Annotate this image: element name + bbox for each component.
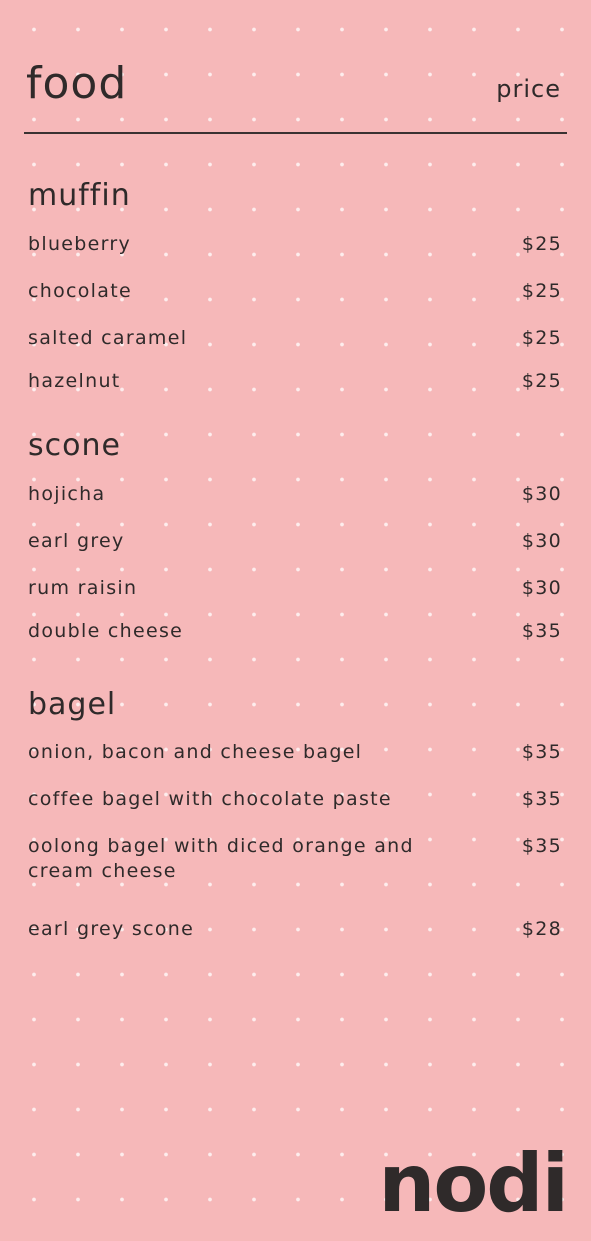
item-name: blueberry bbox=[28, 233, 132, 255]
menu-item bbox=[28, 482, 562, 507]
item-price: $35 bbox=[521, 741, 562, 763]
menu-item bbox=[28, 326, 562, 351]
item-name: coffee bagel with chocolate paste bbox=[28, 788, 392, 810]
item-name: salted caramel bbox=[28, 327, 188, 349]
menu-item bbox=[28, 917, 562, 942]
price-column-header: price bbox=[496, 75, 561, 103]
menu-item bbox=[28, 529, 562, 554]
item-name: earl grey scone bbox=[28, 918, 195, 940]
menu-item bbox=[28, 787, 562, 812]
menu-title: food bbox=[26, 58, 128, 109]
item-price: $25 bbox=[521, 327, 562, 349]
item-price: $25 bbox=[521, 233, 562, 255]
item-price: $30 bbox=[521, 577, 562, 599]
section-heading-bagel: bagel bbox=[28, 687, 117, 722]
item-name: onion, bacon and cheese bagel bbox=[28, 741, 363, 763]
item-name: double cheese bbox=[28, 620, 184, 642]
item-price: $35 bbox=[521, 788, 562, 810]
menu-item bbox=[28, 576, 562, 601]
menu-item bbox=[28, 369, 562, 394]
header-divider bbox=[24, 132, 567, 134]
item-name: earl grey bbox=[28, 530, 125, 552]
menu-item bbox=[28, 834, 562, 884]
item-price: $25 bbox=[521, 280, 562, 302]
item-name: hojicha bbox=[28, 483, 106, 505]
item-price: $30 bbox=[521, 483, 562, 505]
section-heading-scone: scone bbox=[28, 428, 121, 463]
item-price: $30 bbox=[521, 530, 562, 552]
menu-item bbox=[28, 279, 562, 304]
item-price: $28 bbox=[521, 918, 562, 940]
item-name: hazelnut bbox=[28, 370, 121, 392]
brand-logo: nodi bbox=[378, 1137, 567, 1230]
item-price: $25 bbox=[521, 370, 562, 392]
menu-item bbox=[28, 740, 562, 765]
section-heading-muffin: muffin bbox=[28, 178, 131, 213]
item-name: oolong bagel with diced orange and cream cheese bbox=[28, 835, 414, 882]
item-price: $35 bbox=[521, 620, 562, 642]
menu-item bbox=[28, 232, 562, 257]
menu-item bbox=[28, 619, 562, 644]
item-price: $35 bbox=[521, 835, 562, 857]
item-name: rum raisin bbox=[28, 577, 138, 599]
item-name: chocolate bbox=[28, 280, 132, 302]
